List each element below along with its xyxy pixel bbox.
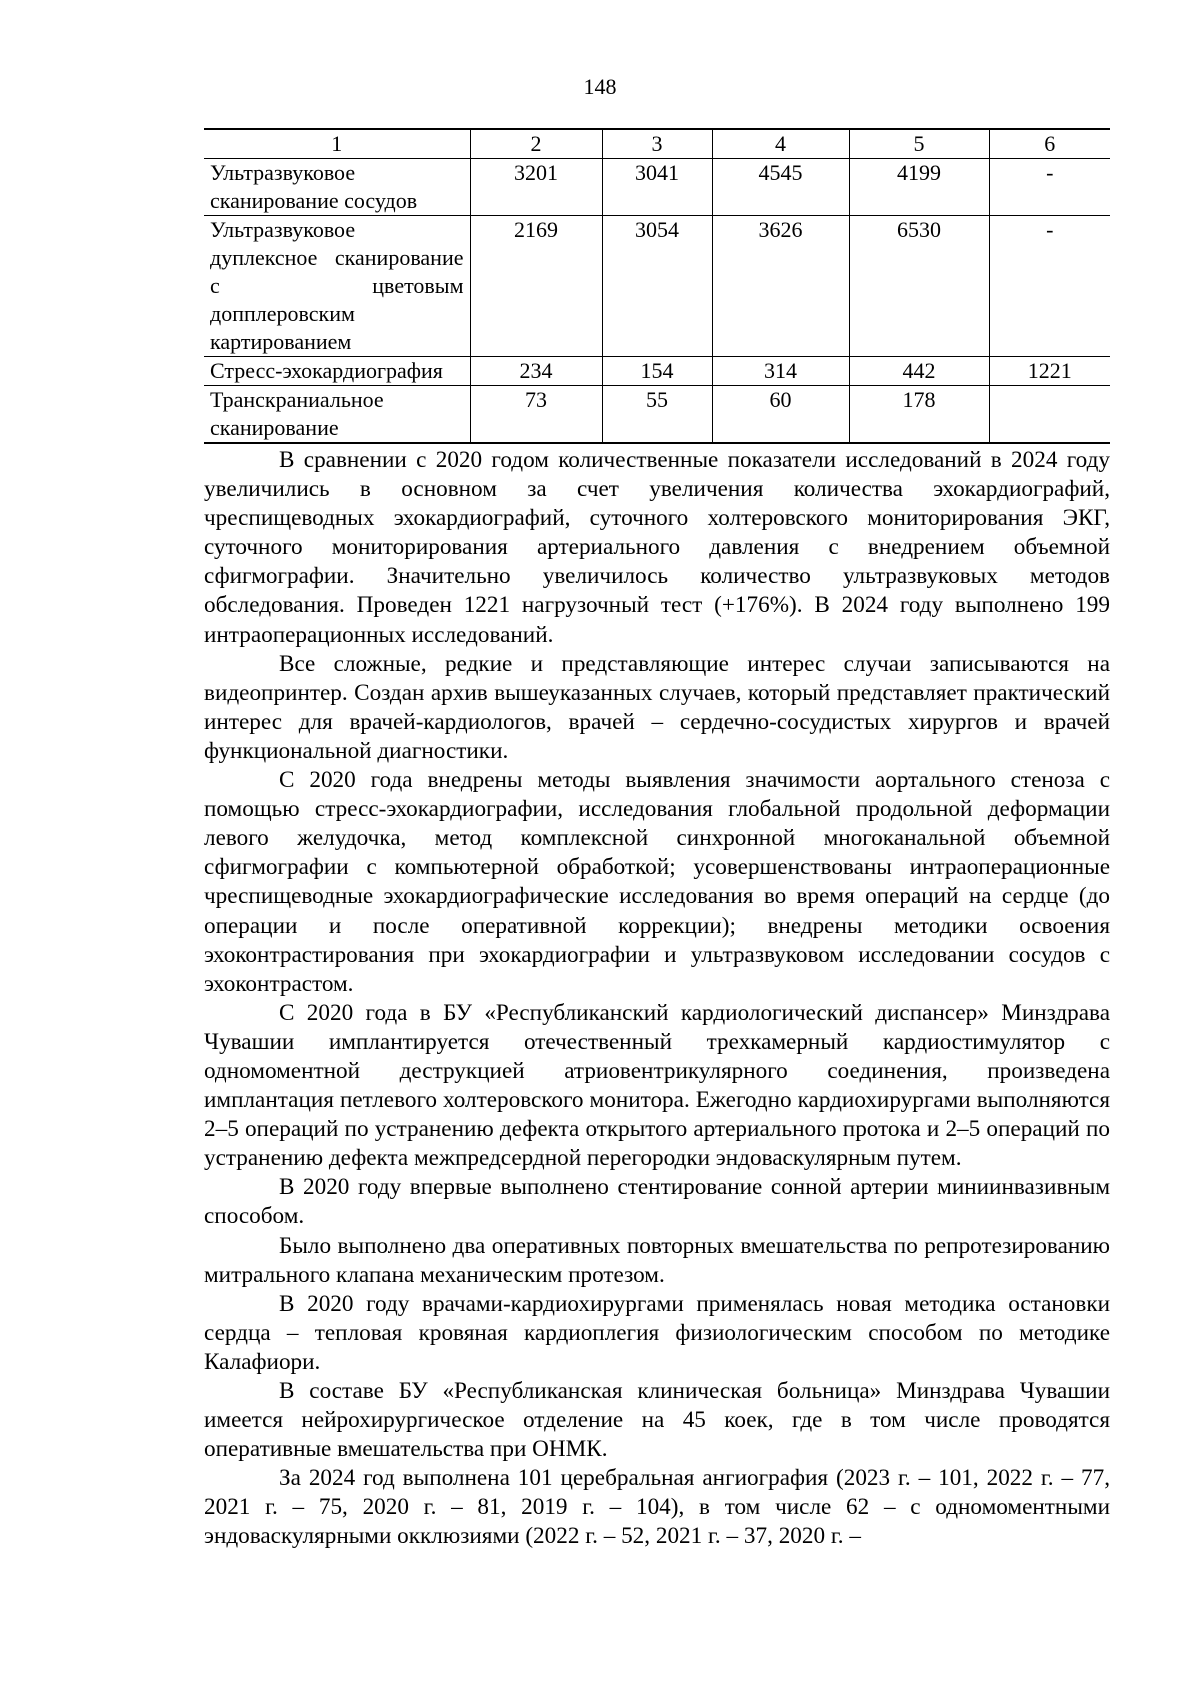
- paragraph: С 2020 года в БУ «Республиканский кардиологический диспансер» Минздрава Чувашии имплантируется отечественный трехкамерный кардиостимулятор с одномоментной деструкцией атриовентрикулярного соединения, произведена имплантация петлевого холтеровского монитора. Ежегодно кардиохирургами выполняются 2–5 операций по устранению дефекта открытого артериального протока и 2–5 операций по устранению дефекта межпредсердной перегородки эндоваскулярным путем.: [204, 999, 1110, 1172]
- table-row: [204, 357, 1110, 386]
- column-header: 6: [989, 129, 1110, 159]
- paragraph: В 2020 году впервые выполнено стентирование сонной артерии миниинвазивным способом.: [204, 1174, 1110, 1230]
- table-cell: 60: [712, 386, 849, 444]
- table-cell: 3054: [602, 216, 712, 357]
- paragraph: В 2020 году врачами-кардиохирургами применялась новая методика остановки сердца – тепловая кровяная кардиоплегия физиологическим способом по методике Калафиори.: [204, 1290, 1110, 1375]
- body-text: [204, 446, 1110, 1552]
- table-cell: 4199: [849, 159, 989, 216]
- table-cell: 3041: [602, 159, 712, 216]
- column-header: 1: [204, 129, 470, 159]
- table-cell: 55: [602, 386, 712, 444]
- table-cell: -: [989, 159, 1110, 216]
- table-header-row: [204, 129, 1110, 159]
- table-cell: 3201: [470, 159, 602, 216]
- table-row: [204, 216, 1110, 357]
- table-cell: 6530: [849, 216, 989, 357]
- table-cell: 3626: [712, 216, 849, 357]
- table-cell: 234: [470, 357, 602, 386]
- table-cell: 178: [849, 386, 989, 444]
- table-cell: 442: [849, 357, 989, 386]
- table-cell: [989, 386, 1110, 444]
- row-label: Транскраниальное сканирование: [204, 386, 470, 444]
- page-number: 148: [583, 74, 617, 99]
- table-cell: 73: [470, 386, 602, 444]
- table-cell: 2169: [470, 216, 602, 357]
- column-header: 2: [470, 129, 602, 159]
- paragraph: Все сложные, редкие и представляющие интерес случаи записываются на видеопринтер. Создан архив вышеуказанных случаев, который представляет практический интерес для врачей-кардиологов, врачей – сердечно-сосудистых хирургов и врачей функциональной диагностики.: [204, 650, 1110, 764]
- table-cell: 314: [712, 357, 849, 386]
- table-row: [204, 386, 1110, 444]
- row-label: Ультразвуковое сканирование сосудов: [204, 159, 470, 216]
- column-header: 4: [712, 129, 849, 159]
- row-label: Ультразвуковое дуплексное сканирование с цветовым допплеровским картированием: [204, 216, 470, 357]
- data-table: [204, 128, 1110, 444]
- table-cell: -: [989, 216, 1110, 357]
- table-row: [204, 159, 1110, 216]
- column-header: 5: [849, 129, 989, 159]
- table-cell: 1221: [989, 357, 1110, 386]
- table-cell: 154: [602, 357, 712, 386]
- paragraph: С 2020 года внедрены методы выявления значимости аортального стеноза с помощью стресс-эхокардиографии, исследования глобальной продольной деформации левого желудочка, метод комплексной синхронной многоканальной объемной сфигмографии с компьютерной обработкой; усовершенствованы интраоперационные чреспищеводные эхокардиографические исследования во время операций на сердце (до операции и после оперативной коррекции); внедрены методики освоения эхоконтрастирования при эхокардиографии и ультразвуковом исследовании сосудов с эхоконтрастом.: [204, 767, 1110, 997]
- paragraph: Было выполнено два оперативных повторных вмешательства по репротезированию митрального клапана механическим протезом.: [204, 1232, 1110, 1288]
- paragraph: В составе БУ «Республиканская клиническая больница» Минздрава Чувашии имеется нейрохирургическое отделение на 45 коек, где в том числе проводятся оперативные вмешательства при ОНМК.: [204, 1378, 1110, 1463]
- row-label: Стресс-эхокардиография: [204, 357, 470, 386]
- column-header: 3: [602, 129, 712, 159]
- table-cell: 4545: [712, 159, 849, 216]
- paragraph: За 2024 год выполнена 101 церебральная ангиография (2023 г. – 101, 2022 г. – 77, 2021 г. – 75, 2020 г. – 81, 2019 г. – 104), в том числе 62 – с одномоментными эндоваскулярными окклюзиями (2022 г. – 52, 2021 г. – 37, 2020 г. –: [204, 1465, 1110, 1550]
- paragraph: В сравнении с 2020 годом количественные показатели исследований в 2024 году увеличились в основном за счет увеличения количества эхокардиографий, чреспищеводных эхокардиографий, суточного холтеровского мониторирования ЭКГ, суточного мониторирования артериального давления с внедрением объемной сфигмографии. Значительно увеличилось количество ультразвуковых методов обследования. Проведен 1221 нагрузочный тест (+176%). В 2024 году выполнено 199 интраоперационных исследований.: [204, 447, 1110, 648]
